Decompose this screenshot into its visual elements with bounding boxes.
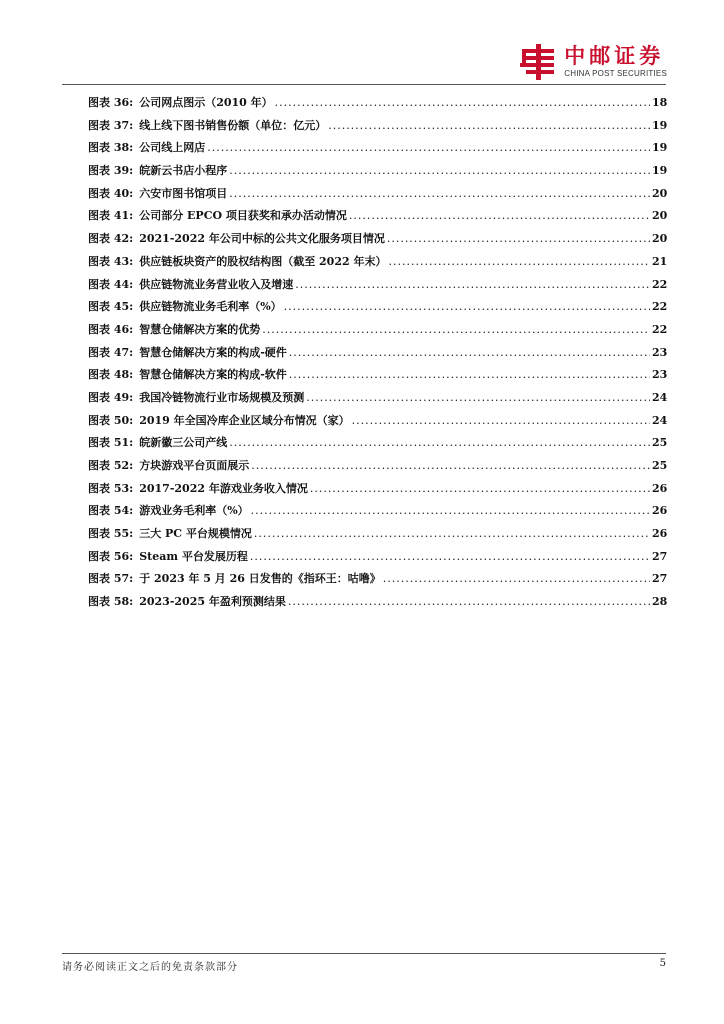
dot-leader (229, 187, 650, 200)
figure-label: 图表 40: (88, 186, 134, 200)
figure-title[interactable]: 游戏业务毛利率（%） (139, 504, 249, 518)
page-number: 5 (659, 958, 666, 969)
figure-label: 图表 57: (88, 572, 134, 586)
figure-title[interactable]: 供应链板块资产的股权结构图（截至 2022 年末） (139, 254, 387, 268)
figure-label: 图表 39: (88, 164, 134, 178)
figure-page-number: 25 (652, 436, 668, 450)
toc-entry[interactable] (88, 162, 666, 185)
dot-leader (251, 504, 650, 517)
toc-entry[interactable] (88, 570, 666, 593)
figure-page-number: 22 (652, 322, 668, 336)
figure-page-number: 24 (652, 413, 668, 427)
toc-entry[interactable] (88, 389, 666, 412)
figure-page-number: 24 (652, 390, 668, 404)
figure-page-number: 19 (652, 118, 668, 132)
figure-page-number: 20 (652, 232, 668, 246)
dot-leader (251, 459, 650, 472)
figure-page-number: 21 (652, 254, 668, 268)
toc-entry[interactable] (88, 185, 666, 208)
toc-entry[interactable] (88, 117, 666, 140)
dot-leader (250, 550, 650, 563)
toc-entry[interactable] (88, 412, 666, 435)
toc-entry[interactable] (88, 366, 666, 389)
figure-label: 图表 47: (88, 345, 134, 359)
figure-page-number: 19 (652, 164, 668, 178)
dot-leader (262, 323, 650, 336)
dot-leader (388, 255, 650, 268)
figure-index-list (88, 94, 666, 616)
dot-leader (229, 164, 650, 177)
figure-title[interactable]: 智慧仓储解决方案的构成-软件 (139, 368, 287, 382)
figure-page-number: 26 (652, 527, 668, 541)
figure-page-number: 19 (652, 141, 668, 155)
figure-title[interactable]: 我国冷链物流行业市场规模及预测 (139, 390, 305, 404)
toc-entry[interactable] (88, 593, 666, 616)
figure-label: 图表 58: (88, 595, 134, 609)
toc-entry[interactable] (88, 94, 666, 117)
toc-entry[interactable] (88, 139, 666, 162)
dot-leader (289, 346, 650, 359)
figure-label: 图表 53: (88, 481, 134, 495)
page-header (0, 0, 724, 90)
figure-title[interactable]: 智慧仓储解决方案的构成-硬件 (139, 345, 287, 359)
figure-label: 图表 49: (88, 390, 134, 404)
figure-title[interactable]: 2019 年全国冷库企业区域分布情况（家） (139, 413, 350, 427)
header-divider (62, 84, 666, 85)
figure-page-number: 26 (652, 504, 668, 518)
footer-divider (62, 953, 666, 954)
figure-title[interactable]: Steam 平台发展历程 (139, 549, 248, 563)
china-post-logo-icon (518, 43, 558, 81)
figure-title[interactable]: 2017-2022 年游戏业务收入情况 (139, 481, 308, 495)
toc-entry[interactable] (88, 321, 666, 344)
dot-leader (295, 278, 650, 291)
figure-label: 图表 50: (88, 413, 134, 427)
figure-page-number: 27 (652, 549, 668, 563)
toc-entry[interactable] (88, 434, 666, 457)
figure-title[interactable]: 皖新徽三公司产线 (139, 436, 228, 450)
dot-leader (352, 414, 650, 427)
figure-page-number: 26 (652, 481, 668, 495)
figure-page-number: 20 (652, 209, 668, 223)
figure-title[interactable]: 皖新云书店小程序 (139, 164, 228, 178)
figure-title[interactable]: 方块游戏平台页面展示 (139, 459, 250, 472)
dot-leader (254, 527, 650, 540)
figure-title[interactable]: 2023-2025 年盈利预测结果 (139, 595, 286, 609)
figure-label: 图表 56: (88, 549, 134, 563)
logo-english-name: CHINA POST SECURITIES (564, 69, 667, 78)
figure-title[interactable]: 六安市图书馆项目 (139, 186, 228, 200)
figure-label: 图表 44: (88, 277, 134, 291)
dot-leader (289, 368, 650, 381)
dot-leader (229, 436, 650, 449)
figure-label: 图表 41: (88, 209, 134, 223)
company-logo (518, 43, 667, 81)
dot-leader (387, 232, 650, 245)
figure-page-number: 23 (652, 345, 668, 359)
toc-entry[interactable] (88, 502, 666, 525)
figure-title[interactable]: 公司部分 EPCO 项目获奖和承办活动情况 (139, 209, 347, 223)
figure-title[interactable]: 2021-2022 年公司中标的公共文化服务项目情况 (139, 232, 385, 246)
dot-leader (275, 96, 650, 109)
toc-entry[interactable] (88, 457, 666, 480)
figure-label: 图表 42: (88, 232, 134, 246)
figure-label: 图表 54: (88, 504, 134, 518)
figure-label: 图表 51: (88, 436, 134, 450)
figure-label: 图表 52: (88, 459, 134, 472)
figure-title[interactable]: 供应链物流业务毛利率（%） (139, 300, 282, 314)
figure-label: 图表 46: (88, 322, 134, 336)
toc-entry[interactable] (88, 207, 666, 230)
figure-page-number: 20 (652, 186, 668, 200)
figure-title[interactable]: 于 2023 年 5 月 26 日发售的《指环王：咕噜》 (139, 572, 381, 586)
figure-page-number: 18 (652, 96, 668, 109)
figure-title[interactable]: 智慧仓储解决方案的优势 (139, 322, 261, 336)
figure-label: 图表 55: (88, 527, 134, 541)
toc-entry[interactable] (88, 276, 666, 299)
figure-title[interactable]: 公司线上网店 (139, 141, 206, 155)
figure-label: 图表 36: (88, 96, 134, 109)
dot-leader (207, 141, 650, 154)
dot-leader (383, 572, 650, 585)
figure-title[interactable]: 公司网点图示（2010 年） (139, 96, 273, 109)
toc-entry[interactable] (88, 230, 666, 253)
toc-entry[interactable] (88, 548, 666, 571)
figure-label: 图表 37: (88, 118, 134, 132)
toc-entry[interactable] (88, 480, 666, 503)
figure-title[interactable]: 线上线下图书销售份额（单位：亿元） (139, 118, 327, 132)
dot-leader (328, 119, 650, 132)
figure-page-number: 22 (652, 277, 668, 291)
toc-entry[interactable] (88, 525, 666, 548)
toc-entry[interactable] (88, 253, 666, 276)
footer-disclaimer: 请务必阅读正文之后的免责条款部分 (62, 962, 238, 973)
dot-leader (349, 209, 650, 222)
dot-leader (306, 391, 650, 404)
dot-leader (288, 595, 650, 608)
toc-entry[interactable] (88, 298, 666, 321)
figure-title[interactable]: 三大 PC 平台规模情况 (139, 527, 252, 541)
figure-label: 图表 38: (88, 141, 134, 155)
toc-entry[interactable] (88, 344, 666, 367)
figure-title[interactable]: 供应链物流业务营业收入及增速 (139, 277, 294, 291)
figure-label: 图表 45: (88, 300, 134, 314)
figure-page-number: 23 (652, 368, 668, 382)
dot-leader (284, 300, 650, 313)
figure-label: 图表 43: (88, 254, 134, 268)
figure-label: 图表 48: (88, 368, 134, 382)
dot-leader (310, 482, 650, 495)
figure-page-number: 27 (652, 572, 668, 586)
figure-page-number: 28 (652, 595, 668, 609)
figure-page-number: 22 (652, 300, 668, 314)
logo-chinese-name: 中邮证券 (564, 44, 665, 68)
figure-page-number: 25 (652, 459, 668, 472)
